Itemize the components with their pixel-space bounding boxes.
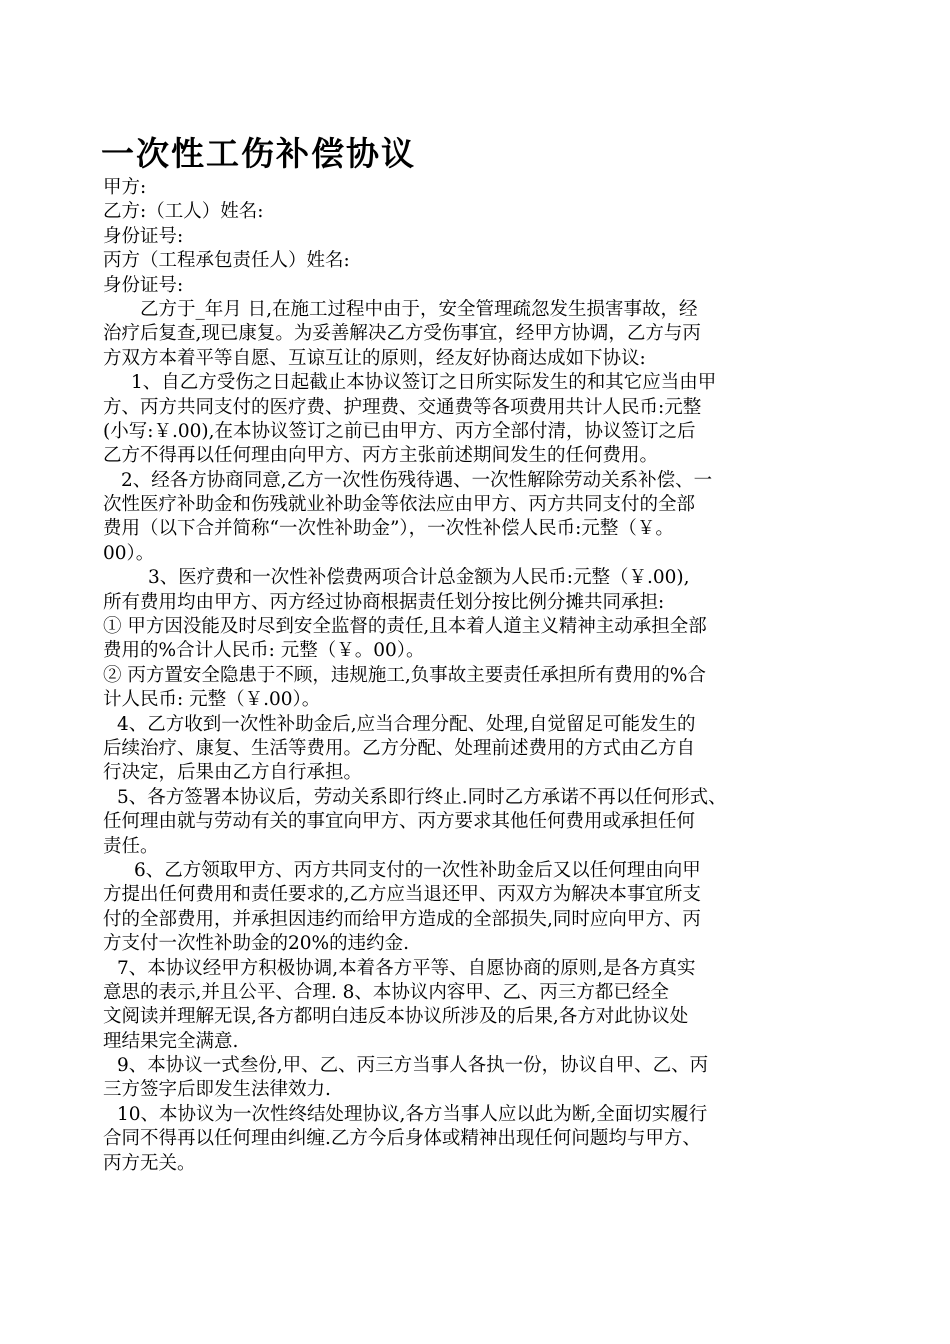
text-line: 方、丙方共同支付的医疗费、护理费、交通费等各项费用共计人民币:元整 [103,396,702,418]
text-line: (小写:￥.00),在本协议签订之前已由甲方、丙方全部付清，协议签订之后 [103,420,696,442]
text-line: 00）。 [103,542,155,564]
text-line: 所有费用均由甲方、丙方经过协商根据责任划分按比例分摊共同承担: [103,591,665,613]
text-line: 3、医疗费和一次性补偿费两项合计总金额为人民币:元整（￥.00), [148,567,690,589]
text-line: 费用（以下合并简称“一次性补助金”），一次性补偿人民币:元整（￥。 [103,518,674,540]
text-line: 丙方无关。 [103,1152,196,1174]
text-line: 甲方: [103,177,147,198]
text-line: ① 甲方因没能及时尽到安全监督的责任,且本着人道主义精神主动承担全部 [103,616,707,638]
text-line: 付的全部费用，并承担因违约而给甲方造成的全部损失,同时应向甲方、丙 [103,908,701,930]
text-line: 三方签字后即发生法律效力. [103,1079,331,1101]
text-line: 1、自乙方受伤之日起截止本协议签订之日所实际发生的和其它应当由甲 [131,372,717,394]
text-line: ② 丙方置安全隐患于不顾，违规施工,负事故主要责任承担所有费用的%合 [103,664,706,686]
text-line: 方提出任何费用和责任要求的,乙方应当退还甲、丙双方为解决本事宜所支 [103,884,701,906]
text-line: 方双方本着平等自愿、互谅互让的原则，经友好协商达成如下协议: [103,347,646,369]
text-line: 7、本协议经甲方积极协调,本着各方平等、自愿协商的原则,是各方真实 [117,957,696,979]
text-line: 身份证号: [103,225,184,247]
text-line: 合同不得再以任何理由纠缠.乙方今后身体或精神出现任何问题均与甲方、 [103,1128,701,1150]
text-line: 身份证号: [103,274,184,296]
text-line: 乙方不得再以任何理由向甲方、丙方主张前述期间发生的任何费用。 [103,445,659,467]
text-line: 5、各方签署本协议后，劳动关系即行终止.同时乙方承诺不再以任何形式、 [117,786,727,808]
text-line: 乙方:（工人）姓名: [103,201,264,223]
text-line: 丙方（工程承包责任人）姓名: [103,250,350,272]
text-line: 计人民币: 元整（￥.00）。 [103,689,321,711]
text-line: 9、本协议一式叁份,甲、乙、丙三方当事人各执一份，协议自甲、乙、丙 [117,1055,709,1077]
text-line: 乙方于_年月 日,在施工过程中由于，安全管理疏忽发生损害事故，经 [140,298,698,320]
text-line: 任何理由就与劳动有关的事宜向甲方、丙方要求其他任何费用或承担任何 [103,811,696,833]
text-line: 理结果完全满意. [103,1030,239,1052]
text-line: 10、本协议为一次性终结处理协议,各方当事人应以此为断,全面切实履行 [117,1103,708,1125]
text-line: 方支付一次性补助金的20%的违约金. [103,933,410,955]
text-line: 意思的表示,并且公平、合理. 8、本协议内容甲、乙、丙三方都已经全 [103,981,669,1003]
text-line: 4、乙方收到一次性补助金后,应当合理分配、处理,自觉留足可能发生的 [117,713,696,735]
text-line: 行决定，后果由乙方自行承担。 [103,762,363,784]
text-line: 责任。 [103,835,159,857]
text-line: 6、乙方领取甲方、丙方共同支付的一次性补助金后又以任何理由向甲 [134,859,701,881]
text-line: 治疗后复查,现已康复。为妥善解决乙方受伤事宜，经甲方协调，乙方与丙 [103,323,701,345]
text-line: 2、经各方协商同意,乙方一次性伤残待遇、一次性解除劳动关系补偿、一 [121,469,713,491]
text-line: 后续治疗、康复、生活等费用。乙方分配、处理前述费用的方式由乙方自 [103,737,696,759]
document-title: 一次性工伤补偿协议 [101,134,416,173]
text-line: 次性医疗补助金和伤残就业补助金等依法应由甲方、丙方共同支付的全部 [103,494,696,516]
text-line: 费用的%合计人民币: 元整（￥。00）。 [103,640,425,662]
document-body [103,176,843,1176]
text-line: 文阅读并理解无误,各方都明白违反本协议所涉及的后果,各方对此协议处 [103,1006,689,1028]
